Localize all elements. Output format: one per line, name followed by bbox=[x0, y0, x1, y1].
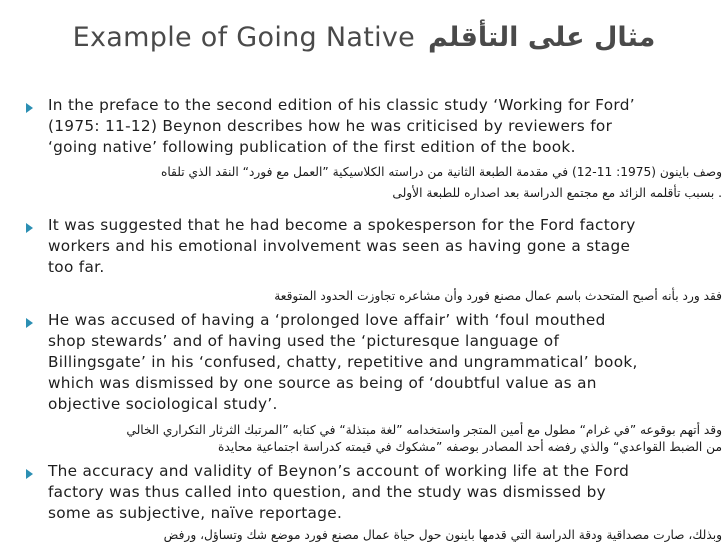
bullet-3-text: He was accused of having a ‘prolonged love affair’ with ‘foul mouthed shop stewards’ and of having used the ‘picturesque language of Billingsgate’ in his ‘confused, chatty, repetitive and ungrammatical’ book, which was dismissed by one source as being of ‘doubtful value as an objective sociological study’. bbox=[48, 311, 638, 413]
title-arabic: مثال على التأقلم bbox=[428, 22, 656, 53]
bullet-arrow-icon bbox=[26, 103, 33, 113]
bullet-1-arabic-line-2: . بسبب تأقلمه الزائد مع مجتمع الدراسة بعد اصداره للطبعة الأولى bbox=[392, 186, 722, 200]
bullet-4-arabic-line-1: وبذلك، صارت مصداقية ودقة الدراسة التي قدمها باينون حول حياة عمال مصنع فورد موضع شك وتساؤل، ورفض bbox=[163, 528, 722, 542]
title-english: Example of Going Native bbox=[72, 22, 416, 53]
bullet-2-text: It was suggested that he had become a spokesperson for the Ford factory workers and his emotional involvement was seen as having gone a stage too far. bbox=[48, 216, 636, 276]
bullet-1-text: In the preface to the second edition of his classic study ‘Working for Ford’ (1975: 11-12) Beynon describes how he was criticised by reviewers for ‘going native’ following publication of the first edition of the book. bbox=[48, 96, 635, 156]
bullet-1-arabic-line-1: وصف باينون (1975: 11-12) في مقدمة الطبعة الثانية من دراسته الكلاسيكية ”العمل مع فورد“ النقد الذي تلقاه bbox=[160, 165, 722, 179]
bullet-3-arabic-line-1: وقد أتهم بوقوعه ”في غرام“ مطول مع أمين المتجر واستخدامه ”لغة مبتذلة“ في كتابه ”المرتبك الثرثار التكراري الخالي bbox=[126, 423, 722, 437]
bullet-arrow-icon bbox=[26, 223, 33, 233]
bullet-arrow-icon bbox=[26, 469, 33, 479]
bullet-2-arabic-line-1: فقد ورد بأنه أصبح المتحدث باسم عمال مصنع فورد وأن مشاعره تجاوزت الحدود المتوقعة bbox=[274, 289, 722, 303]
bullet-4-text: The accuracy and validity of Beynon’s account of working life at the Ford factory was thus called into question, and the study was dismissed by some as subjective, naïve reportage. bbox=[48, 462, 630, 522]
bullet-3-arabic-line-2: من الضبط القواعدي“ والذي رفضه أحد المصادر بوصفه ”مشكوك في قيمته كدراسة اجتماعية محايدة bbox=[218, 440, 722, 454]
bullet-arrow-icon bbox=[26, 318, 33, 328]
slide-title bbox=[0, 22, 728, 53]
